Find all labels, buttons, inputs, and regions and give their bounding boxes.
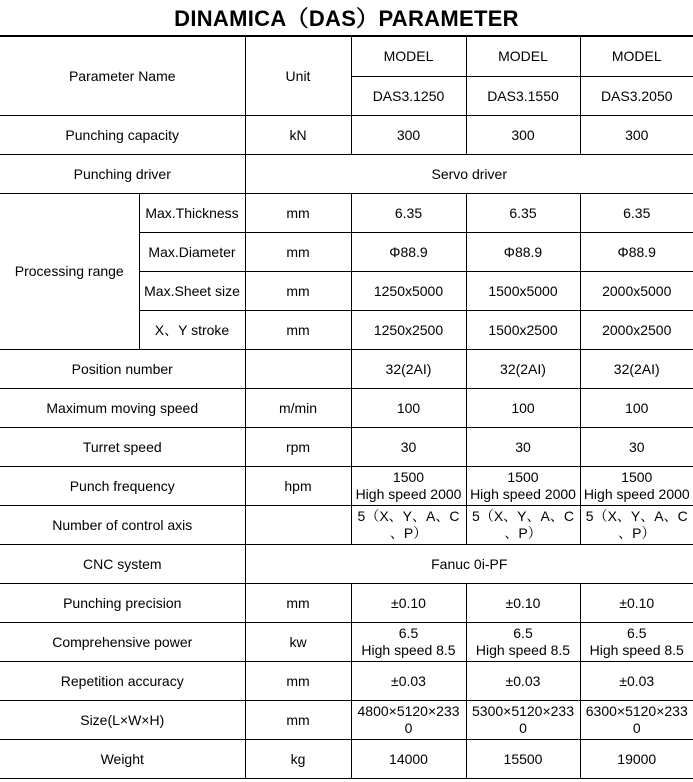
cell-value: [466, 506, 580, 545]
row-unit: [245, 506, 351, 545]
cell-value: 300: [580, 116, 693, 155]
value-line: High speed 2000: [583, 486, 690, 502]
table-row: [0, 350, 693, 389]
cell-value: 1500x2500: [466, 311, 580, 350]
table-row: [0, 467, 693, 506]
value-line: 6.5: [398, 625, 419, 641]
row-unit: mm: [245, 233, 351, 272]
table-row: [0, 740, 693, 779]
cell-value: 100: [351, 389, 466, 428]
value-line: 6.5: [513, 625, 533, 641]
cell-value: 1250x2500: [351, 311, 466, 350]
row-label: CNC system: [0, 545, 245, 584]
row-unit: mm: [245, 662, 351, 701]
table-row: [0, 623, 693, 662]
value-line: 、P）: [389, 525, 428, 541]
table-row: [0, 584, 693, 623]
cell-value: Φ88.9: [466, 233, 580, 272]
cell-value: [580, 623, 693, 662]
cell-value-merged: Servo driver: [245, 155, 693, 194]
row-label: Punching precision: [0, 584, 245, 623]
cell-value: [466, 467, 580, 506]
value-line: High speed 8.5: [361, 642, 456, 658]
row-unit: kN: [245, 116, 351, 155]
cell-value: [466, 623, 580, 662]
cell-value: ±0.03: [351, 662, 466, 701]
cell-value: 2000x2500: [580, 311, 693, 350]
value-line: 、P）: [504, 525, 542, 541]
row-label: Punching driver: [0, 155, 245, 194]
value-line: 5300×5120×233: [472, 703, 574, 719]
cell-value: 100: [466, 389, 580, 428]
row-label: Punching capacity: [0, 116, 245, 155]
value-line: 5（X、Y、A、C: [472, 508, 574, 524]
value-line: 1500: [621, 469, 653, 485]
value-line: 、P）: [618, 525, 656, 541]
value-line: High speed 2000: [355, 486, 462, 502]
value-line: High speed 8.5: [589, 642, 684, 658]
sub-row-label: Max.Sheet size: [139, 272, 245, 311]
value-line: High speed 8.5: [475, 642, 571, 658]
row-unit: mm: [245, 584, 351, 623]
cell-value: 1250x5000: [351, 272, 466, 311]
page-title: DINAMICA（DAS）PARAMETER: [174, 6, 519, 31]
cell-value: Φ88.9: [580, 233, 693, 272]
sub-row-label: Max.Thickness: [139, 194, 245, 233]
unit-header: Unit: [245, 36, 351, 116]
row-label: Maximum moving speed: [0, 389, 245, 428]
value-line: 6300×5120×233: [585, 703, 688, 719]
row-unit: [245, 350, 351, 389]
cell-value: 32(2AI): [580, 350, 693, 389]
row-label: Weight: [0, 740, 245, 779]
model-label: MODEL: [466, 36, 580, 77]
value-line: 0: [404, 720, 413, 736]
model-label: MODEL: [351, 36, 466, 77]
cell-value: 100: [580, 389, 693, 428]
cell-value: [351, 467, 466, 506]
cell-value: 19000: [580, 740, 693, 779]
cell-value: 14000: [351, 740, 466, 779]
cell-value: ±0.10: [351, 584, 466, 623]
cell-value: [351, 701, 466, 740]
cell-value: Φ88.9: [351, 233, 466, 272]
table-row: [0, 662, 693, 701]
cell-value: 6.35: [351, 194, 466, 233]
table-row: [0, 545, 693, 584]
row-label: Size(L×W×H): [0, 701, 245, 740]
value-line: 0: [519, 720, 527, 736]
row-label: Position number: [0, 350, 245, 389]
row-group-label: Processing range: [0, 194, 139, 350]
cell-value: [580, 467, 693, 506]
row-unit: mm: [245, 311, 351, 350]
row-label: Repetition accuracy: [0, 662, 245, 701]
cell-value: 32(2AI): [466, 350, 580, 389]
table-row: [0, 506, 693, 545]
cell-value: ±0.10: [466, 584, 580, 623]
cell-value: [580, 701, 693, 740]
cell-value: [351, 623, 466, 662]
row-unit: hpm: [245, 467, 351, 506]
row-unit: kg: [245, 740, 351, 779]
value-line: 5（X、Y、A、C: [585, 508, 688, 524]
model-name: DAS3.1250: [351, 77, 466, 116]
cell-value: 2000x5000: [580, 272, 693, 311]
row-label: Comprehensive power: [0, 623, 245, 662]
param-name-header: Parameter Name: [0, 36, 245, 116]
cell-value: 300: [466, 116, 580, 155]
row-unit: kw: [245, 623, 351, 662]
header-row: [0, 36, 693, 77]
cell-value: 15500: [466, 740, 580, 779]
table-row: [0, 428, 693, 467]
row-label: Punch frequency: [0, 467, 245, 506]
cell-value: [351, 506, 466, 545]
value-line: 1500: [507, 469, 539, 485]
row-label: Number of control axis: [0, 506, 245, 545]
cell-value: ±0.03: [580, 662, 693, 701]
cell-value: [580, 506, 693, 545]
value-line: 1500: [392, 469, 425, 485]
cell-value: 30: [580, 428, 693, 467]
row-unit: mm: [245, 194, 351, 233]
value-line: 5（X、Y、A、C: [357, 508, 460, 524]
sub-row-label: X、Y stroke: [139, 311, 245, 350]
row-unit: rpm: [245, 428, 351, 467]
value-line: 0: [632, 720, 641, 736]
row-unit: mm: [245, 701, 351, 740]
cell-value: 6.35: [466, 194, 580, 233]
cell-value: ±0.03: [466, 662, 580, 701]
value-line: High speed 2000: [470, 486, 576, 502]
model-name: DAS3.1550: [466, 77, 580, 116]
cell-value: ±0.10: [580, 584, 693, 623]
cell-value: 30: [351, 428, 466, 467]
cell-value: 32(2AI): [351, 350, 466, 389]
cell-value: 6.35: [580, 194, 693, 233]
row-label: Turret speed: [0, 428, 245, 467]
table-row: [0, 155, 693, 194]
table-row: [0, 389, 693, 428]
parameter-table: [0, 35, 693, 779]
cell-value: [466, 701, 580, 740]
row-unit: m/min: [245, 389, 351, 428]
cell-value: 30: [466, 428, 580, 467]
table-row: [0, 194, 693, 233]
sub-row-label: Max.Diameter: [139, 233, 245, 272]
value-line: 4800×5120×233: [357, 703, 460, 719]
row-unit: mm: [245, 272, 351, 311]
cell-value: 300: [351, 116, 466, 155]
cell-value-merged: Fanuc 0i-PF: [245, 545, 693, 584]
model-label: MODEL: [580, 36, 693, 77]
table-row: [0, 116, 693, 155]
table-row: [0, 701, 693, 740]
model-name: DAS3.2050: [580, 77, 693, 116]
value-line: 6.5: [627, 625, 647, 641]
cell-value: 1500x5000: [466, 272, 580, 311]
